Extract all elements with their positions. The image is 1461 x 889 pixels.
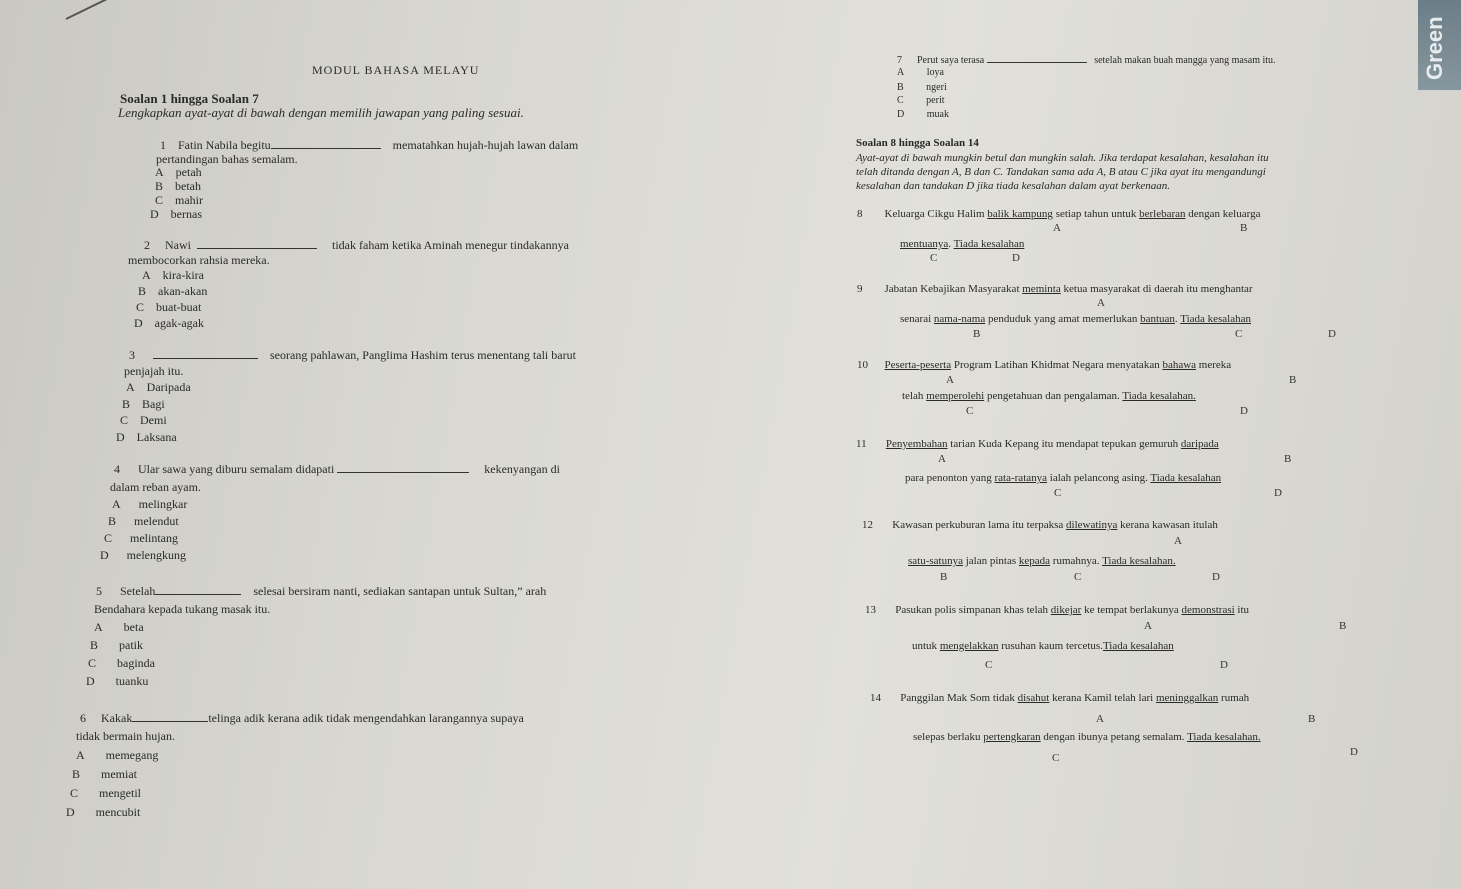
q14-line-2: selepas berlaku pertengkaran dengan ibunya petang semalam. Tiada kesalahan. bbox=[913, 731, 1261, 743]
q13-num: 13 bbox=[865, 604, 876, 616]
q9-mark-a: A bbox=[1097, 297, 1105, 309]
question-7 bbox=[897, 54, 1276, 66]
q4-option-a[interactable]: A melingkar bbox=[112, 497, 188, 511]
q6-text-b: telinga adik kerana adik tidak mengendahkan larangannya supaya bbox=[208, 711, 524, 725]
q13-mark-c: C bbox=[985, 659, 993, 671]
q12-mark-b: B bbox=[940, 571, 948, 583]
q11-mark-a: A bbox=[938, 453, 946, 465]
question-12: 12 Kawasan perkuburan lama itu terpaksa dilewatinya kerana kawasan itulah bbox=[862, 519, 1218, 531]
q14-mark-d: D bbox=[1350, 746, 1358, 758]
q11-underline-d: Tiada kesalahan bbox=[1150, 472, 1222, 484]
q7-option-d[interactable]: D muak bbox=[897, 109, 949, 120]
section2-title: Soalan 8 hingga Soalan 14 bbox=[856, 137, 979, 149]
q8-mark-c: C bbox=[930, 252, 938, 264]
q13-underline-a: dikejar bbox=[1050, 604, 1082, 616]
q5-option-d[interactable]: D tuanku bbox=[86, 674, 149, 688]
q3-blank bbox=[153, 348, 258, 359]
q2-text-b: tidak faham ketika Aminah menegur tindakannya bbox=[332, 238, 569, 252]
q11-mark-d: D bbox=[1274, 487, 1282, 499]
q14-underline-d: Tiada kesalahan. bbox=[1187, 731, 1261, 743]
q10-underline-d: Tiada kesalahan. bbox=[1122, 390, 1196, 402]
q10-underline-b: bahawa bbox=[1162, 359, 1197, 371]
q12-mark-c: C bbox=[1074, 571, 1082, 583]
q5-option-a[interactable]: A beta bbox=[94, 620, 144, 634]
q4-blank bbox=[337, 462, 469, 473]
q6-option-b[interactable]: B memiat bbox=[72, 767, 138, 781]
q6-option-d[interactable]: D mencubit bbox=[66, 805, 141, 819]
q9-num: 9 bbox=[857, 283, 863, 295]
q1-text-a: Fatin Nabila begitu bbox=[178, 138, 271, 152]
q3-option-c[interactable]: C Demi bbox=[120, 413, 167, 427]
q8-mark-a: A bbox=[1053, 222, 1061, 234]
pen-line bbox=[66, 0, 108, 20]
q2-text-c: membocorkan rahsia mereka. bbox=[128, 253, 270, 267]
q1-option-d[interactable]: D bernas bbox=[150, 207, 202, 221]
q13-mark-b: B bbox=[1339, 620, 1347, 632]
question-14: 14 Panggilan Mak Som tidak disahut kerana Kamil telah lari meninggalkan rumah bbox=[870, 692, 1250, 704]
q12-underline-a: dilewatinya bbox=[1066, 519, 1118, 531]
q4-num: 4 bbox=[114, 462, 120, 476]
q3-num: 3 bbox=[129, 348, 135, 362]
q8-mark-d: D bbox=[1012, 252, 1020, 264]
q2-option-d[interactable]: D agak-agak bbox=[134, 316, 204, 330]
q8-underline-a: balik kampung bbox=[987, 208, 1053, 220]
q5-blank bbox=[155, 584, 241, 595]
q12-underline-c: kepada bbox=[1018, 555, 1051, 567]
q10-line-2: telah memperolehi pengetahuan dan pengalaman. Tiada kesalahan. bbox=[902, 390, 1196, 402]
q4-option-b[interactable]: B melendut bbox=[108, 514, 179, 528]
q12-mark-a: A bbox=[1174, 535, 1182, 547]
q4-option-d[interactable]: D melengkung bbox=[100, 548, 186, 562]
q8-underline-c: mentuanya bbox=[900, 238, 949, 250]
q6-blank bbox=[132, 711, 208, 722]
q3-option-b[interactable]: B Bagi bbox=[122, 397, 165, 411]
brand-text: Green bbox=[1422, 16, 1447, 80]
section2-instr-1: Ayat-ayat di bawah mungkin betul dan mungkin salah. Jika terdapat kesalahan, kesalahan itu bbox=[856, 152, 1269, 164]
q3-text-c: penjajah itu. bbox=[124, 364, 184, 378]
q2-option-b[interactable]: B akan-akan bbox=[138, 284, 208, 298]
q6-num: 6 bbox=[80, 711, 86, 725]
question-11: 11 Penyembahan tarian Kuda Kepang itu mendapat tepukan gemuruh daripada bbox=[856, 438, 1219, 450]
q7-text-b: setelah makan buah mangga yang masam itu. bbox=[1094, 55, 1276, 66]
q2-option-c[interactable]: C buat-buat bbox=[136, 300, 202, 314]
question-6 bbox=[80, 711, 524, 726]
q10-underline-c: memperolehi bbox=[926, 390, 985, 402]
q10-mark-a: A bbox=[946, 374, 954, 386]
q13-mark-d: D bbox=[1220, 659, 1228, 671]
question-1 bbox=[160, 138, 578, 153]
q13-underline-b: demonstrasi bbox=[1181, 604, 1235, 616]
q11-mark-b: B bbox=[1284, 453, 1292, 465]
q7-option-a[interactable]: A loya bbox=[897, 67, 944, 78]
q1-text-b: mematahkan hujah-hujah lawan dalam bbox=[392, 138, 579, 152]
q6-option-c[interactable]: C mengetil bbox=[70, 786, 142, 800]
q2-blank bbox=[197, 238, 317, 249]
q9-underline-b: nama-nama bbox=[933, 313, 986, 325]
q14-mark-c: C bbox=[1052, 752, 1060, 764]
q1-blank bbox=[271, 138, 381, 149]
q1-option-c[interactable]: C mahir bbox=[155, 193, 204, 207]
q10-mark-c: C bbox=[966, 405, 974, 417]
q6-text-c: tidak bermain hujan. bbox=[76, 729, 175, 743]
q13-mark-a: A bbox=[1144, 620, 1152, 632]
q9-line-2: senarai nama-nama penduduk yang amat memerlukan bantuan. Tiada kesalahan bbox=[900, 313, 1252, 325]
q8-mark-b: B bbox=[1240, 222, 1248, 234]
question-5 bbox=[96, 584, 546, 599]
q5-option-c[interactable]: C baginda bbox=[88, 656, 156, 670]
q4-text-a: Ular sawa yang diburu semalam didapati bbox=[138, 462, 335, 476]
q2-num: 2 bbox=[144, 238, 150, 252]
section1-instruction: Lengkapkan ayat-ayat di bawah dengan memilih jawapan yang paling sesuai. bbox=[118, 105, 524, 120]
q9-underline-d: Tiada kesalahan bbox=[1180, 313, 1252, 325]
q13-line-2: untuk mengelakkan rusuhan kaum tercetus.Tiada kesalahan bbox=[912, 640, 1174, 652]
q4-text-b: kekenyangan di bbox=[484, 462, 560, 476]
q7-num: 7 bbox=[897, 55, 902, 66]
q7-option-b[interactable]: B ngeri bbox=[897, 82, 947, 93]
section2-instr-2: telah ditanda dengan A, B dan C. Tandakan sama ada A, B atau C jika ayat itu mengandungi bbox=[856, 166, 1266, 178]
q14-mark-b: B bbox=[1308, 713, 1316, 725]
q13-underline-c: mengelakkan bbox=[939, 640, 999, 652]
q10-underline-a: Peserta-peserta bbox=[884, 359, 952, 371]
section1-title: Soalan 1 hingga Soalan 7 bbox=[120, 91, 259, 106]
question-13: 13 Pasukan polis simpanan khas telah dikejar ke tempat berlakunya demonstrasi itu bbox=[865, 604, 1250, 616]
q4-option-c[interactable]: C melintang bbox=[104, 531, 179, 545]
question-3 bbox=[129, 348, 576, 363]
q13-underline-d: Tiada kesalahan bbox=[1102, 640, 1174, 652]
q5-text-b: selesai bersiram nanti, sediakan santapan untuk Sultan,” arah bbox=[253, 584, 547, 598]
q11-num: 11 bbox=[856, 438, 867, 450]
q11-mark-c: C bbox=[1054, 487, 1062, 499]
q5-num: 5 bbox=[96, 584, 102, 598]
q5-option-b[interactable]: B patik bbox=[90, 638, 144, 652]
q9-mark-d: D bbox=[1328, 328, 1336, 340]
q12-underline-b: satu-satunya bbox=[908, 555, 963, 567]
q12-mark-d: D bbox=[1212, 571, 1220, 583]
q4-text-c: dalam reban ayam. bbox=[110, 480, 201, 494]
q12-line-2: satu-satunya jalan pintas kepada rumahnya. Tiada kesalahan. bbox=[908, 555, 1176, 567]
q9-underline-a: meminta bbox=[1022, 283, 1061, 295]
q3-option-a[interactable]: A Daripada bbox=[126, 380, 191, 394]
q2-text-a: Nawi bbox=[165, 238, 191, 252]
q7-option-c[interactable]: C perit bbox=[897, 95, 945, 106]
q11-line-2: para penonton yang rata-ratanya ialah pelancong asing. Tiada kesalahan bbox=[905, 472, 1222, 484]
q14-mark-a: A bbox=[1096, 713, 1104, 725]
q3-text-b: seorang pahlawan, Panglima Hashim terus menentang tali barut bbox=[270, 348, 576, 362]
q9-mark-b: B bbox=[973, 328, 981, 340]
question-8: 8 Keluarga Cikgu Halim balik kampung setiap tahun untuk berlebaran dengan keluarga bbox=[857, 208, 1261, 220]
q14-num: 14 bbox=[870, 692, 881, 704]
q12-num: 12 bbox=[862, 519, 873, 531]
q3-option-d[interactable]: D Laksana bbox=[116, 430, 177, 444]
q1-option-a[interactable]: A petah bbox=[155, 165, 202, 179]
q1-option-b[interactable]: B betah bbox=[155, 179, 202, 193]
q11-underline-a: Penyembahan bbox=[885, 438, 948, 450]
q8-underline-d: Tiada kesalahan bbox=[953, 238, 1025, 250]
question-10: 10 Peserta-peserta Program Latihan Khidmat Negara menyatakan bahawa mereka bbox=[857, 359, 1232, 371]
q14-underline-a: disahut bbox=[1017, 692, 1050, 704]
q12-underline-d: Tiada kesalahan. bbox=[1102, 555, 1176, 567]
q14-underline-c: pertengkaran bbox=[983, 731, 1041, 743]
question-9: 9 Jabatan Kebajikan Masyarakat meminta ketua masyarakat di daerah itu menghantar bbox=[857, 283, 1253, 295]
q1-num: 1 bbox=[160, 138, 166, 152]
q2-option-a[interactable]: A kira-kira bbox=[142, 268, 204, 282]
q7-blank bbox=[987, 54, 1087, 63]
module-title: MODUL BAHASA MELAYU bbox=[312, 63, 480, 77]
q6-text-a: Kakak bbox=[101, 711, 133, 725]
q10-mark-d: D bbox=[1240, 405, 1248, 417]
q1-text-c: pertandingan bahas semalam. bbox=[156, 152, 298, 166]
question-2 bbox=[144, 238, 569, 253]
q14-underline-b: meninggalkan bbox=[1155, 692, 1219, 704]
q8-underline-b: berlebaran bbox=[1139, 208, 1186, 220]
question-4 bbox=[114, 462, 560, 477]
q7-text-a: Perut saya terasa bbox=[917, 55, 985, 66]
q6-option-a[interactable]: A memegang bbox=[76, 748, 159, 762]
q9-mark-c: C bbox=[1235, 328, 1243, 340]
q9-underline-c: bantuan bbox=[1140, 313, 1175, 325]
q10-num: 10 bbox=[857, 359, 868, 371]
q5-text-c: Bendahara kepada tukang masak itu. bbox=[94, 602, 271, 616]
q5-text-a: Setelah bbox=[120, 584, 156, 598]
q8-num: 8 bbox=[857, 208, 863, 220]
section2-instr-3: kesalahan dan tandakan D jika tiada kesalahan dalam ayat berkenaan. bbox=[856, 180, 1171, 192]
q10-mark-b: B bbox=[1289, 374, 1297, 386]
q11-underline-b: daripada bbox=[1180, 438, 1219, 450]
q8-line-2: mentuanya. Tiada kesalahan bbox=[900, 238, 1025, 250]
q11-underline-c: rata-ratanya bbox=[994, 472, 1048, 484]
